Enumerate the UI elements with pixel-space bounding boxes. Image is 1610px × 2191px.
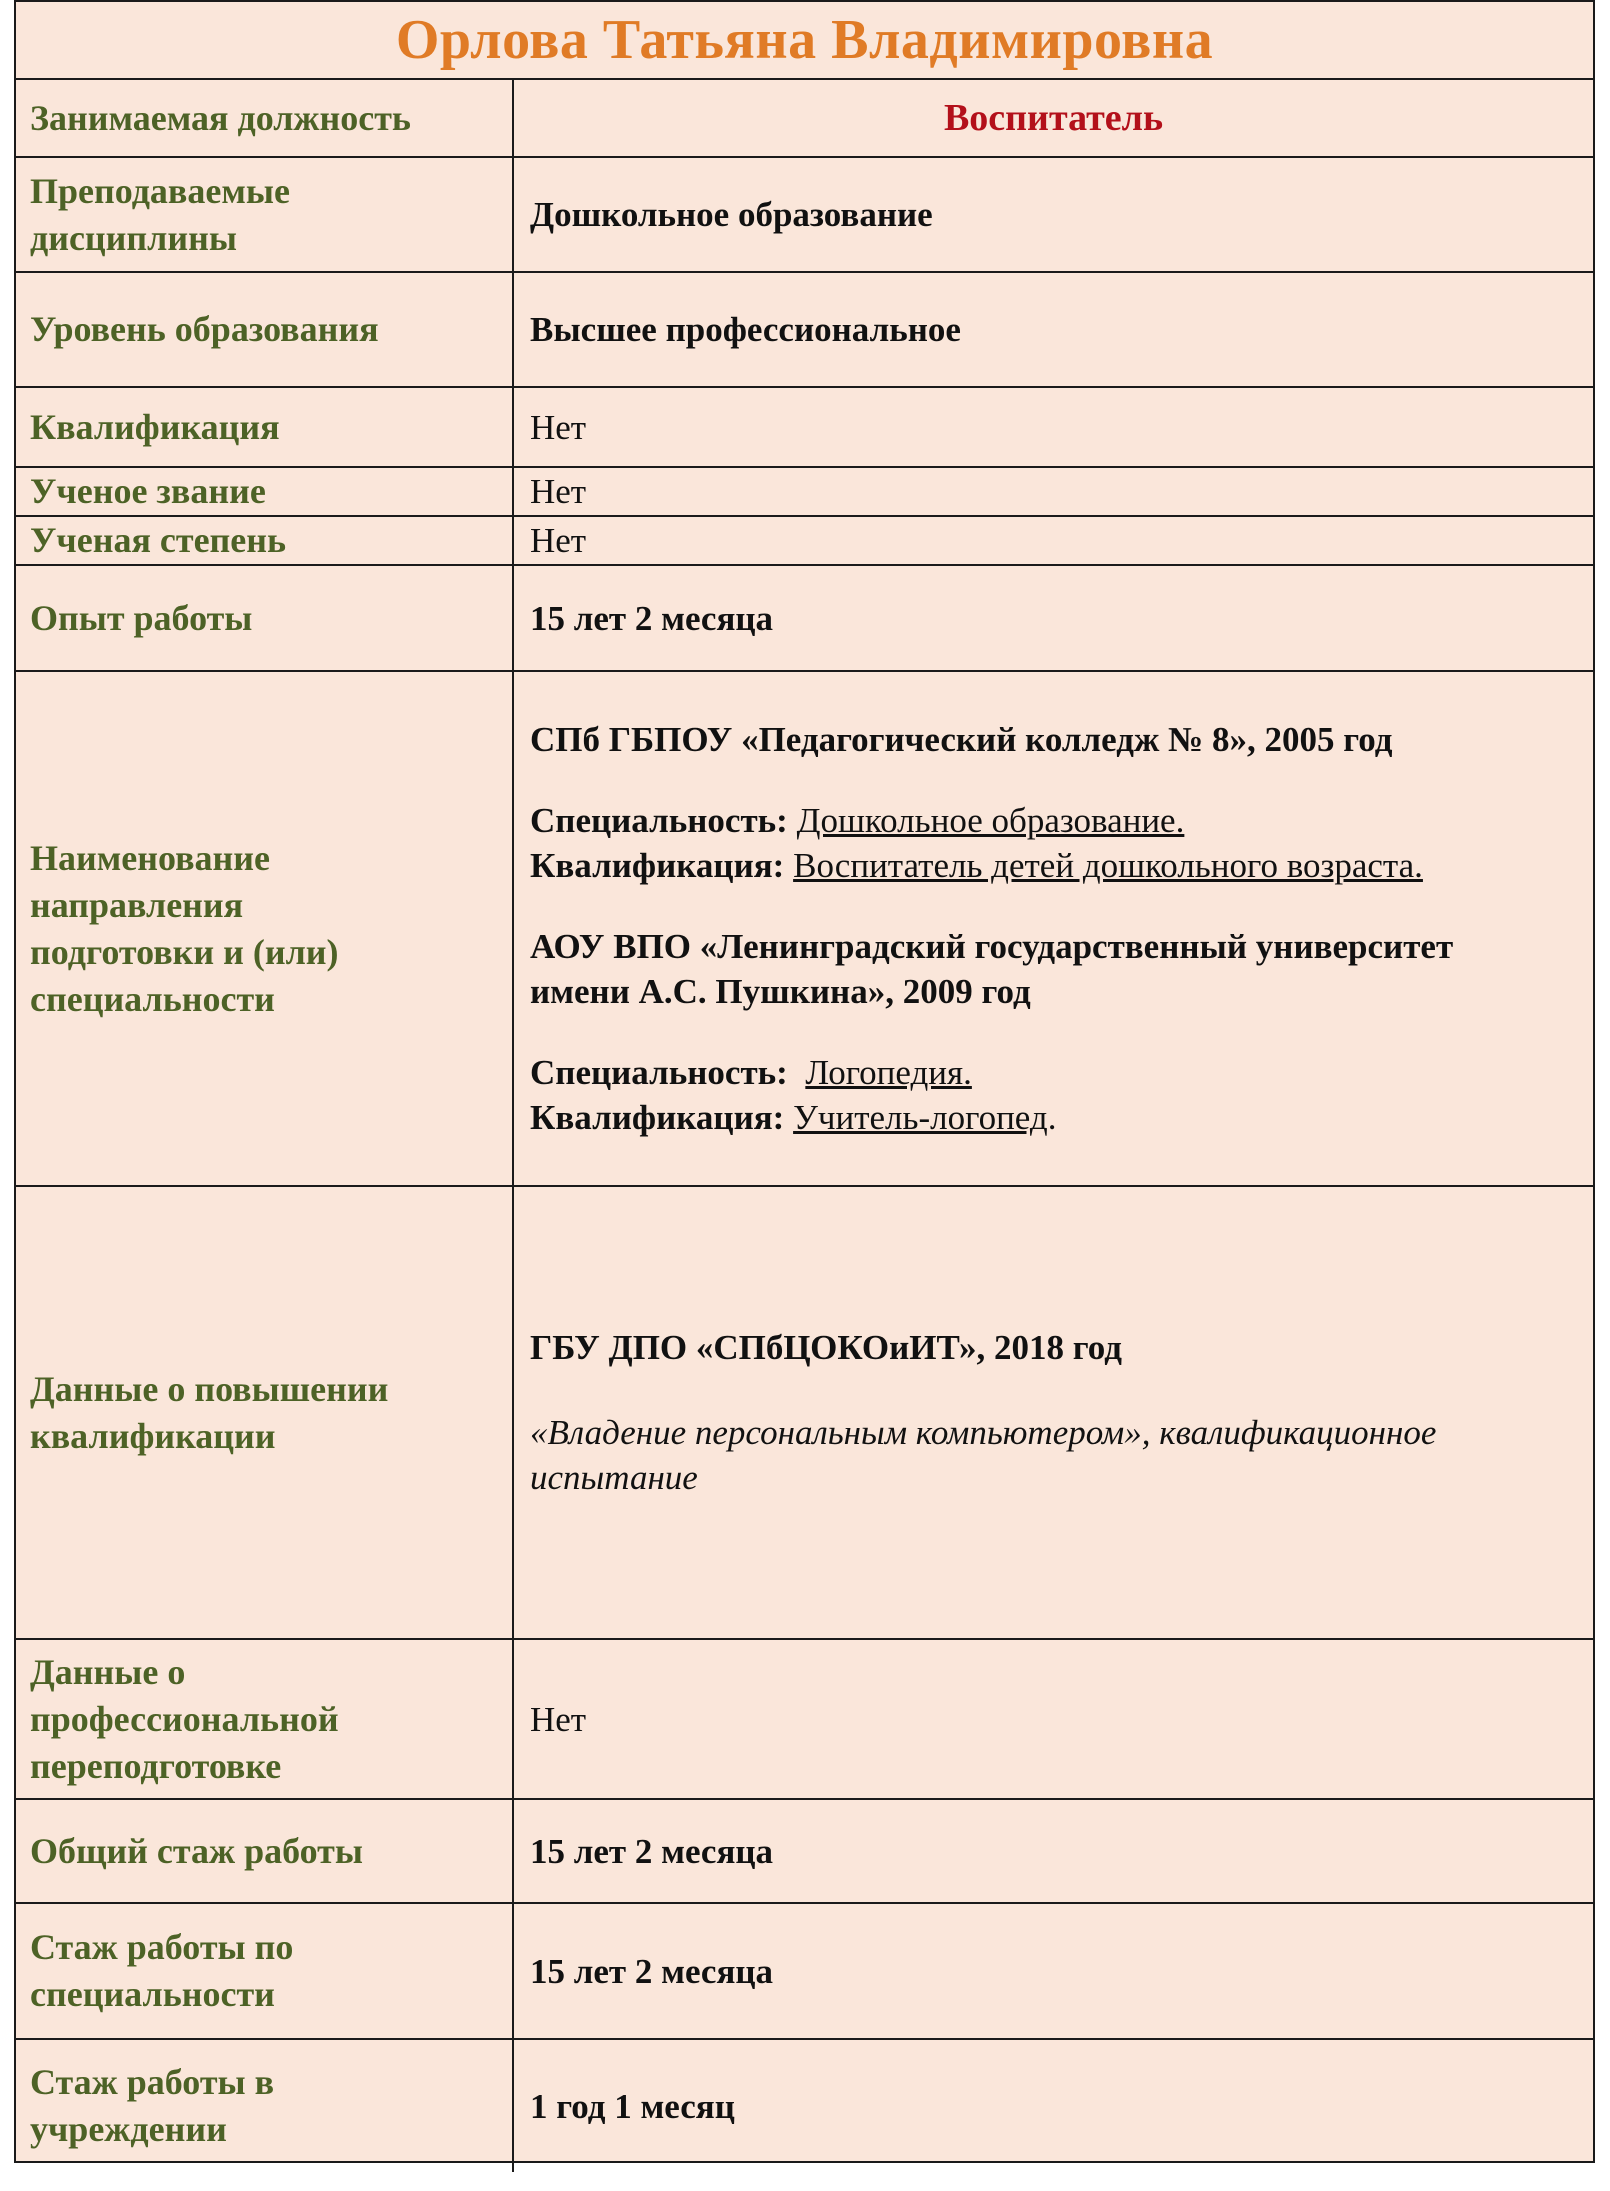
value-disciplines: Дошкольное образование xyxy=(530,195,933,234)
university-qualification-line xyxy=(530,1095,1577,1140)
row-academic-degree xyxy=(16,517,1593,566)
label-line: переподготовке xyxy=(30,1745,282,1786)
label-line: Данные о повышении xyxy=(30,1368,389,1409)
label-academic-degree: Ученая степень xyxy=(16,517,514,564)
label-line: специальности xyxy=(30,978,275,1019)
specialty-caption: Специальность: xyxy=(530,801,788,840)
row-education-level xyxy=(16,273,1593,388)
training-course-line1: «Владение персональным компьютером», квалификационное xyxy=(530,1413,1437,1452)
value-training xyxy=(514,1187,1593,1638)
college-name: СПб ГБПОУ «Педагогический колледж № 8», 2005 год xyxy=(530,720,1393,759)
training-course-line2: испытание xyxy=(530,1458,698,1497)
row-specialty xyxy=(16,672,1593,1187)
label-retraining xyxy=(16,1640,514,1798)
value-specialty-experience: 15 лет 2 месяца xyxy=(530,1951,774,1991)
label-training xyxy=(16,1187,514,1638)
value-retraining: Нет xyxy=(530,1699,587,1739)
row-training xyxy=(16,1187,1593,1640)
label-disciplines xyxy=(16,158,514,271)
profile-table xyxy=(14,0,1595,2163)
value-academic-title: Нет xyxy=(530,472,587,511)
college-specialty-line xyxy=(530,798,1577,843)
value-position-cell xyxy=(514,80,1593,156)
university-specialty: Логопедия. xyxy=(805,1053,972,1092)
value-specialty xyxy=(514,672,1593,1185)
college-specialty: Дошкольное образование. xyxy=(796,801,1185,840)
university-specialty-line xyxy=(530,1050,1577,1095)
row-specialty-experience xyxy=(16,1904,1593,2040)
label-line: учреждении xyxy=(30,2109,227,2149)
table-body xyxy=(16,80,1593,2172)
row-experience xyxy=(16,566,1593,672)
row-institution-experience xyxy=(16,2040,1593,2172)
college-qualification-line xyxy=(530,843,1577,888)
label-specialty xyxy=(16,672,514,1185)
value-position: Воспитатель xyxy=(943,96,1164,139)
qualification-period: . xyxy=(1047,1098,1057,1137)
specialty-caption: Специальность: xyxy=(530,1053,788,1092)
label-total-experience: Общий стаж работы xyxy=(16,1800,514,1902)
label-line: квалификации xyxy=(30,1415,276,1456)
label-line: Стаж работы в xyxy=(30,2062,275,2102)
value-institution-experience: 1 год 1 месяц xyxy=(530,2086,735,2126)
university-name-line1: АОУ ВПО «Ленинградский государственный университет xyxy=(530,927,1454,966)
label-experience: Опыт работы xyxy=(16,566,514,670)
label-line: Наименование xyxy=(30,837,270,878)
label-line: подготовки и (или) xyxy=(30,931,339,972)
label-line: Преподаваемые xyxy=(30,170,290,211)
label-line: направления xyxy=(30,884,244,925)
label-institution-experience xyxy=(16,2040,514,2172)
label-line: дисциплины xyxy=(30,217,237,258)
university-qualification: Учитель-логопед xyxy=(793,1098,1048,1137)
row-total-experience xyxy=(16,1800,1593,1904)
value-experience: 15 лет 2 месяца xyxy=(530,598,774,638)
label-line: специальности xyxy=(30,1974,275,2014)
value-academic-degree: Нет xyxy=(530,521,587,560)
value-qualification: Нет xyxy=(530,407,587,447)
page-title: Орлова Татьяна Владимировна xyxy=(395,9,1214,71)
qualification-caption: Квалификация: xyxy=(530,1098,785,1137)
label-position: Занимаемая должность xyxy=(16,80,514,156)
row-position xyxy=(16,80,1593,158)
label-academic-title: Ученое звание xyxy=(16,468,514,515)
training-org: ГБУ ДПО «СПбЦОКОиИТ», 2018 год xyxy=(530,1328,1122,1367)
row-academic-title xyxy=(16,468,1593,517)
label-line: Стаж работы по xyxy=(30,1927,294,1967)
university-name-line2: имени А.С. Пушкина», 2009 год xyxy=(530,972,1031,1011)
label-line: профессиональной xyxy=(30,1698,339,1739)
college-qualification: Воспитатель детей дошкольного возраста. xyxy=(793,846,1423,885)
row-qualification xyxy=(16,388,1593,468)
value-education-level: Высшее профессиональное xyxy=(530,310,961,349)
row-retraining xyxy=(16,1640,1593,1800)
label-education-level: Уровень образования xyxy=(16,273,514,386)
qualification-caption: Квалификация: xyxy=(530,846,785,885)
label-qualification: Квалификация xyxy=(16,388,514,466)
value-total-experience: 15 лет 2 месяца xyxy=(530,1831,774,1871)
label-specialty-experience xyxy=(16,1904,514,2038)
row-disciplines xyxy=(16,158,1593,273)
label-line: Данные о xyxy=(30,1651,186,1692)
title-row xyxy=(16,2,1593,80)
